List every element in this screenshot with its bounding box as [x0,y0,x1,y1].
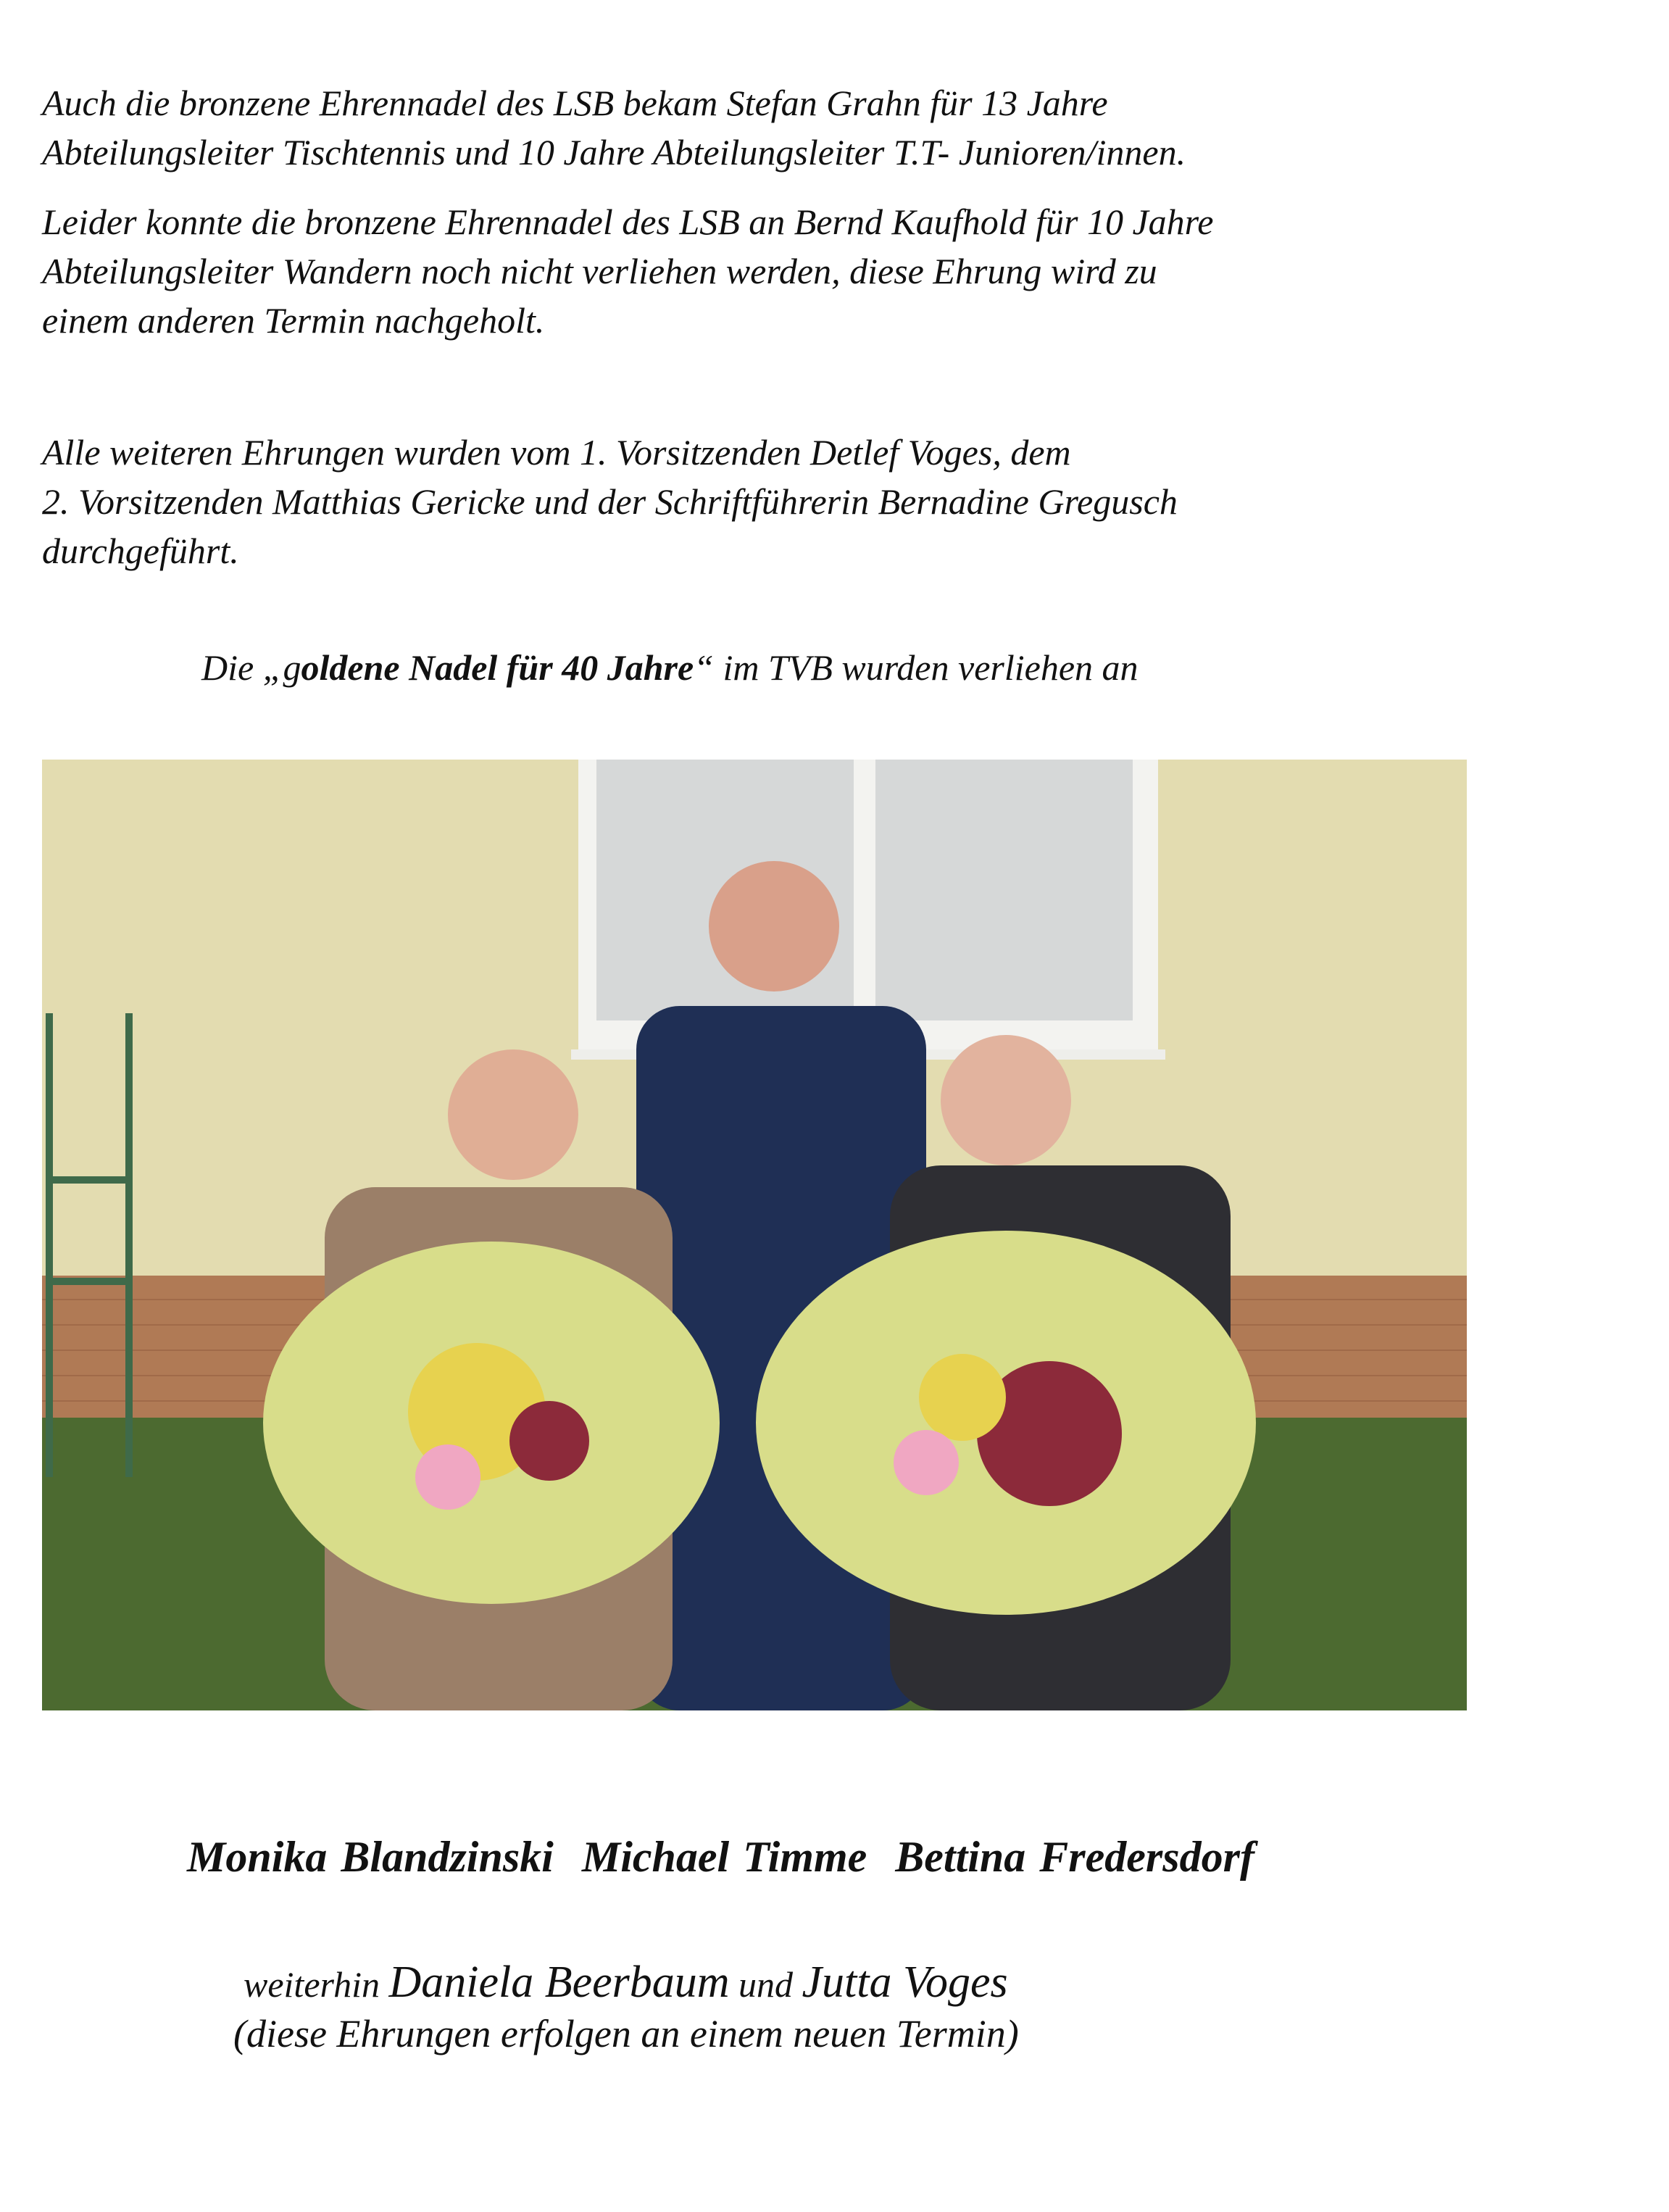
text-line: Leider konnte die bronzene Ehrennadel des LSB an Bernd Kaufhold für 10 Jahre [42,201,1214,242]
text-line: Alle weiteren Ehrungen wurden vom 1. Vorsitzenden Detlef Voges, dem [42,432,1071,473]
paragraph-further-honors [42,428,1622,575]
note-mid: und [729,1964,802,2005]
honoree-names [187,1832,1269,1882]
paragraph-lsb-kaufhold [42,197,1622,345]
bouquet-left-flower [509,1401,589,1481]
additional-honorees [244,1957,1008,2008]
note-name: Jutta Voges [802,1958,1008,2007]
text-line: einem anderen Termin nachgeholt. [42,300,545,341]
award-heading [201,646,1139,689]
paragraph-lsb-grahn [42,78,1622,177]
heading-bold: oldene Nadel für 40 Jahre [301,647,694,688]
window-pane-right [875,760,1133,1020]
text-line: 2. Vorsitzenden Matthias Gericke und der Schriftführerin Bernadine Gregusch [42,481,1178,522]
text-line: Auch die bronzene Ehrennadel des LSB bekam Stefan Grahn für 13 Jahre [42,83,1108,123]
heading-prefix: Die „g [201,647,301,688]
bouquet-left-flower [415,1444,480,1510]
bouquet-right-flower [919,1354,1006,1441]
award-photo [42,760,1467,1710]
person-middle-head [709,861,839,991]
note-name: Daniela Beerbaum [388,1958,730,2007]
honoree-name: Monika Blandzinski [187,1833,554,1881]
photo-illustration [42,760,1467,1710]
text-line: Abteilungsleiter Tischtennis und 10 Jahre Abteilungsleiter T.T- Junioren/innen. [42,132,1186,172]
bouquet-right-flower [894,1430,959,1495]
text-line: durchgeführt. [42,531,239,571]
person-left-head [448,1049,578,1180]
note-pre: weiterhin [244,1964,389,2005]
heading-suffix: “ im TVB wurden verliehen an [694,647,1139,688]
additional-note: (diese Ehrungen erfolgen an einem neuen Termin) [233,2012,1019,2055]
person-right-head [941,1035,1071,1165]
honoree-name: Michael Timme [581,1833,867,1881]
text-line: Abteilungsleiter Wandern noch nicht verliehen werden, diese Ehrung wird zu [42,251,1157,291]
honoree-name: Bettina Fredersdorf [895,1833,1254,1881]
